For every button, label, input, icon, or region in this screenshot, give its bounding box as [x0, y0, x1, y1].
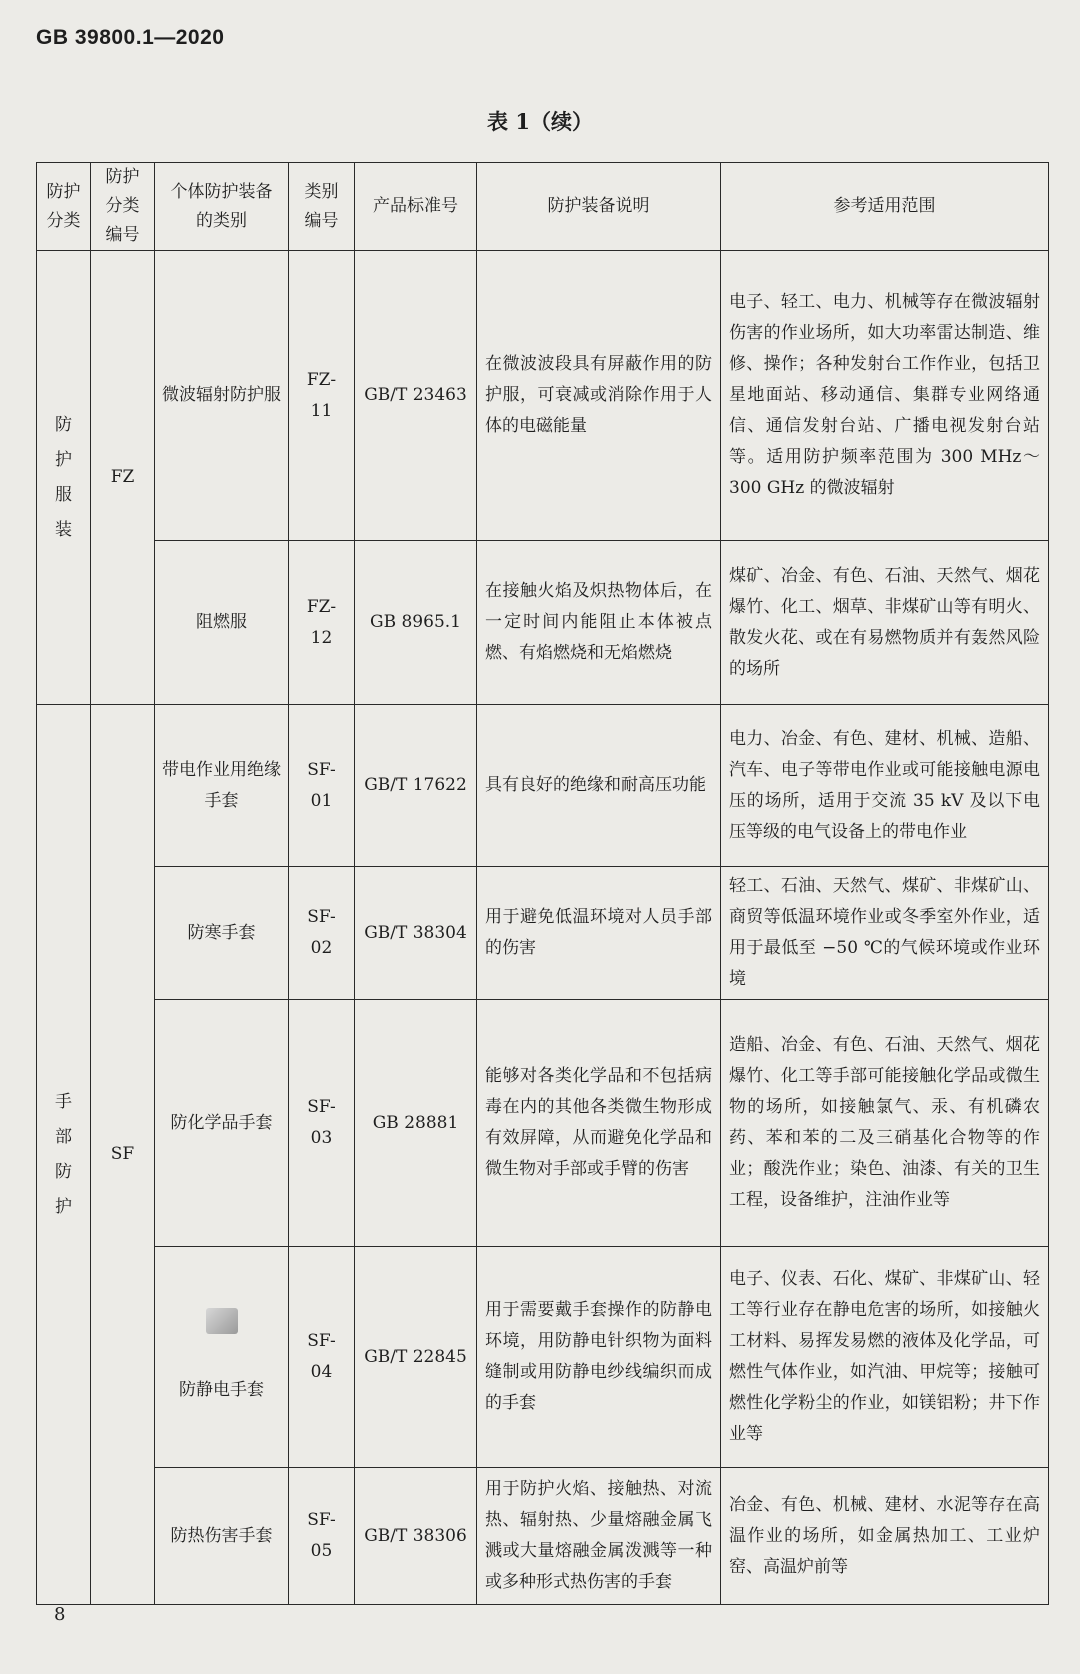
equipment-type-cell: 防化学品手套 — [155, 1000, 289, 1247]
description-cell: 用于防护火焰、接触热、对流热、辐射热、少量熔融金属飞溅或大量熔融金属泼溅等一种或多种形式热伤害的手套 — [477, 1468, 721, 1605]
scope-cell: 电力、冶金、有色、建材、机械、造船、汽车、电子等带电作业或可能接触电源电压的场所，适用于交流 35 kV 及以下电压等级的电气设备上的带电作业 — [721, 705, 1049, 867]
type-code-cell: FZ-12 — [289, 541, 355, 705]
equipment-type-cell: 微波辐射防护服 — [155, 251, 289, 541]
table-row — [37, 867, 1049, 1000]
scope-cell: 电子、轻工、电力、机械等存在微波辐射伤害的作业场所，如大功率雷达制造、维修、操作；各种发射台工作作业，包括卫星地面站、移动通信、集群专业网络通信、通信发射台站、广播电视发射台站等。适用防护频率范围为 300 MHz～300 GHz 的微波辐射 — [721, 251, 1049, 541]
standard-number-cell: GB/T 17622 — [355, 705, 477, 867]
equipment-type-cell: 带电作业用绝缘手套 — [155, 705, 289, 867]
watermark-logo-icon — [206, 1308, 238, 1334]
page-number: 8 — [54, 1604, 66, 1625]
description-cell: 用于避免低温环境对人员手部的伤害 — [477, 867, 721, 1000]
standard-number-cell: GB 28881 — [355, 1000, 477, 1247]
standard-number-cell: GB/T 22845 — [355, 1247, 477, 1468]
type-code-cell: SF-03 — [289, 1000, 355, 1247]
type-code-cell: SF-04 — [289, 1247, 355, 1468]
description-cell: 具有良好的绝缘和耐高压功能 — [477, 705, 721, 867]
type-code-cell: SF-05 — [289, 1468, 355, 1605]
scope-cell: 造船、冶金、有色、石油、天然气、烟花爆竹、化工等手部可能接触化学品或微生物的场所，如接触氯气、汞、有机磷农药、苯和苯的二及三硝基化合物等的作业；酸洗作业；染色、油漆、有关的卫生工程，设备维护，注油作业等 — [721, 1000, 1049, 1247]
scope-cell: 煤矿、冶金、有色、石油、天然气、烟花爆竹、化工、烟草、非煤矿山等有明火、散发火花、或在有易燃物质并有轰然风险的场所 — [721, 541, 1049, 705]
category-code-cell: SF — [91, 705, 155, 1605]
equipment-type-label: 防静电手套 — [179, 1380, 264, 1400]
column-header: 个体防护装备的类别 — [155, 163, 289, 251]
standard-number-cell: GB/T 23463 — [355, 251, 477, 541]
ppe-classification-table — [36, 162, 1049, 1605]
scope-cell: 冶金、有色、机械、建材、水泥等存在高温作业的场所，如金属热加工、工业炉窑、高温炉前等 — [721, 1468, 1049, 1605]
equipment-type-cell: 防寒手套 — [155, 867, 289, 1000]
table-row — [37, 1000, 1049, 1247]
description-cell: 在接触火焰及炽热物体后，在一定时间内能阻止本体被点燃、有焰燃烧和无焰燃烧 — [477, 541, 721, 705]
table-row — [37, 541, 1049, 705]
table-row — [37, 251, 1049, 541]
scope-cell: 轻工、石油、天然气、煤矿、非煤矿山、商贸等低温环境作业或冬季室外作业，适用于最低至 −50 ℃的气候环境或作业环境 — [721, 867, 1049, 1000]
table-header-row — [37, 163, 1049, 251]
table-row — [37, 1247, 1049, 1468]
type-code-cell: SF-01 — [289, 705, 355, 867]
standard-number-cell: GB 8965.1 — [355, 541, 477, 705]
description-cell: 在微波波段具有屏蔽作用的防护服，可衰减或消除作用于人体的电磁能量 — [477, 251, 721, 541]
category-code-cell: FZ — [91, 251, 155, 705]
equipment-type-cell — [155, 1247, 289, 1468]
table-row — [37, 705, 1049, 867]
table-title: 表 1（续） — [487, 109, 593, 134]
type-code-cell: FZ-11 — [289, 251, 355, 541]
table-row — [37, 1468, 1049, 1605]
column-header: 防护装备说明 — [477, 163, 721, 251]
standard-number-cell: GB/T 38306 — [355, 1468, 477, 1605]
column-header: 参考适用范围 — [721, 163, 1049, 251]
column-header: 防护分类编号 — [91, 163, 155, 251]
column-header: 防护分类 — [37, 163, 91, 251]
category-name-cell: 防 护 服 装 — [37, 251, 91, 705]
equipment-type-cell: 防热伤害手套 — [155, 1468, 289, 1605]
column-header: 类别编号 — [289, 163, 355, 251]
description-cell: 能够对各类化学品和不包括病毒在内的其他各类微生物形成有效屏障，从而避免化学品和微生物对手部或手臂的伤害 — [477, 1000, 721, 1247]
description-cell: 用于需要戴手套操作的防静电环境，用防静电针织物为面料缝制或用防静电纱线编织而成的手套 — [477, 1247, 721, 1468]
column-header: 产品标准号 — [355, 163, 477, 251]
type-code-cell: SF-02 — [289, 867, 355, 1000]
scope-cell: 电子、仪表、石化、煤矿、非煤矿山、轻工等行业存在静电危害的场所，如接触火工材料、易挥发易燃的液体及化学品，可燃性气体作业，如汽油、甲烷等；接触可燃性化学粉尘的作业，如镁铝粉；井下作业等 — [721, 1247, 1049, 1468]
standard-number-cell: GB/T 38304 — [355, 867, 477, 1000]
equipment-type-cell: 阻燃服 — [155, 541, 289, 705]
category-name-cell: 手 部 防 护 — [37, 705, 91, 1605]
standard-code-header: GB 39800.1—2020 — [36, 26, 225, 49]
